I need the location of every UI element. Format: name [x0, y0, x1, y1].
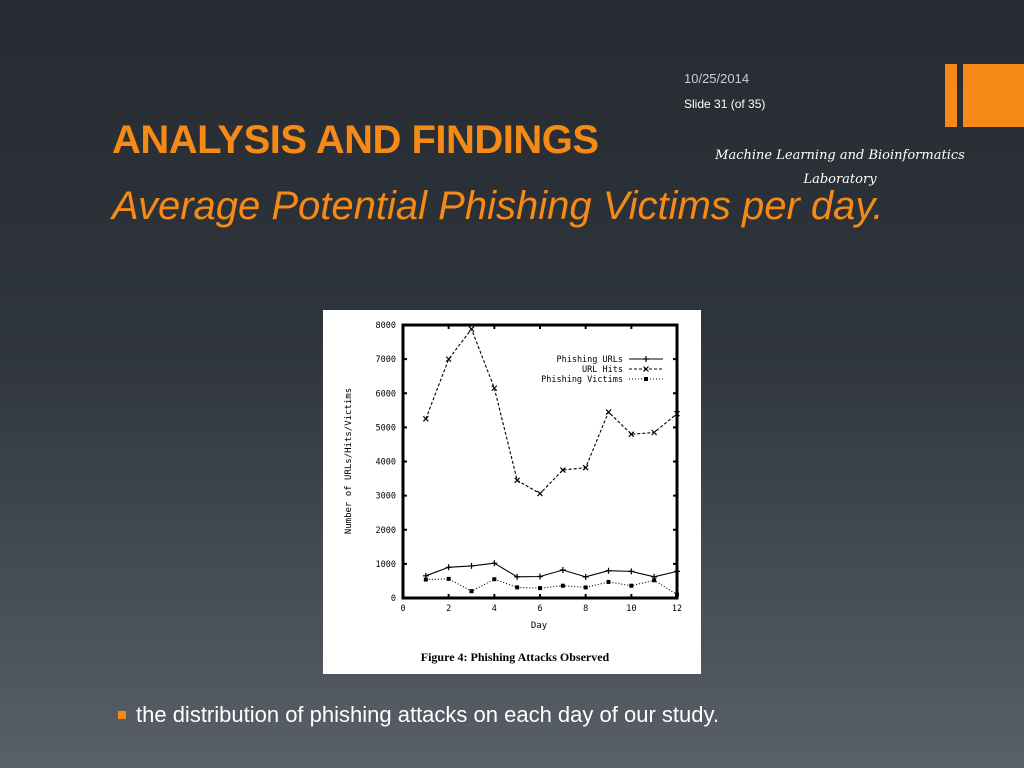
series-line — [426, 563, 677, 577]
x-tick-label: 0 — [400, 604, 406, 614]
y-tick-label: 4000 — [375, 457, 396, 468]
data-point — [491, 560, 497, 566]
figure-image — [323, 310, 701, 674]
data-point — [469, 563, 475, 569]
data-point — [446, 564, 452, 570]
x-tick-label: 6 — [537, 604, 543, 614]
plot-frame — [403, 325, 677, 598]
lab-name-line2: Laboratory — [803, 172, 877, 187]
slide-subtitle: Average Potential Phishing Victims per day. — [112, 184, 884, 228]
y-tick-label: 7000 — [375, 355, 396, 366]
slide-number: Slide 31 (of 35) — [684, 97, 766, 111]
data-point — [643, 356, 649, 362]
data-point — [514, 574, 520, 580]
data-point — [584, 585, 588, 589]
y-axis-label: Number of URLs/Hits/Victims — [344, 387, 354, 535]
data-point — [537, 574, 543, 580]
logo-bar-wide — [963, 64, 1024, 127]
figure-caption: Figure 4: Phishing Attacks Observed — [420, 650, 610, 664]
data-point — [538, 491, 543, 496]
data-point — [470, 589, 474, 593]
series-line — [426, 329, 677, 493]
y-tick-label: 8000 — [375, 321, 396, 331]
data-point — [675, 593, 679, 597]
data-point — [652, 578, 656, 582]
data-point — [515, 585, 519, 589]
x-tick-label: 12 — [671, 604, 683, 614]
lab-name-line1: Machine Learning and Bioinformatics — [715, 148, 965, 163]
logo-bar-narrow — [945, 64, 957, 127]
legend-label: Phishing Victims — [541, 375, 623, 385]
data-point — [629, 584, 633, 588]
data-point — [607, 580, 611, 584]
x-tick-label: 8 — [583, 604, 589, 614]
y-tick-label: 1000 — [375, 559, 396, 570]
series-line — [426, 579, 677, 595]
x-tick-label: 2 — [446, 604, 452, 614]
slide-title: ANALYSIS AND FINDINGS — [112, 118, 599, 162]
bullet-marker — [118, 711, 126, 719]
data-point — [606, 410, 611, 415]
phishing-chart — [323, 310, 701, 674]
x-axis-label: Day — [530, 621, 548, 631]
data-point — [424, 578, 428, 582]
slide-date: 10/25/2014 — [684, 71, 750, 86]
data-point — [423, 416, 428, 421]
legend-label: Phishing URLs — [556, 355, 623, 365]
data-point — [446, 357, 451, 362]
y-tick-label: 0 — [390, 594, 396, 604]
data-point — [674, 568, 680, 574]
x-tick-label: 4 — [491, 604, 497, 614]
y-tick-label: 5000 — [375, 423, 396, 434]
data-point — [561, 584, 565, 588]
x-tick-label: 10 — [626, 604, 637, 614]
bullet-item — [118, 702, 719, 728]
data-point — [644, 377, 648, 381]
data-point — [492, 577, 496, 581]
y-tick-label: 6000 — [375, 389, 396, 400]
data-point — [447, 577, 451, 581]
data-point — [606, 568, 612, 574]
y-tick-label: 2000 — [375, 525, 396, 536]
data-point — [469, 327, 474, 332]
data-point — [583, 574, 589, 580]
legend-label: URL Hits — [582, 365, 623, 375]
data-point — [560, 567, 566, 573]
data-point — [538, 586, 542, 590]
data-point — [515, 478, 520, 483]
y-tick-label: 3000 — [375, 491, 396, 502]
bullet-text: the distribution of phishing attacks on each day of our study. — [136, 702, 719, 727]
data-point — [628, 568, 634, 574]
